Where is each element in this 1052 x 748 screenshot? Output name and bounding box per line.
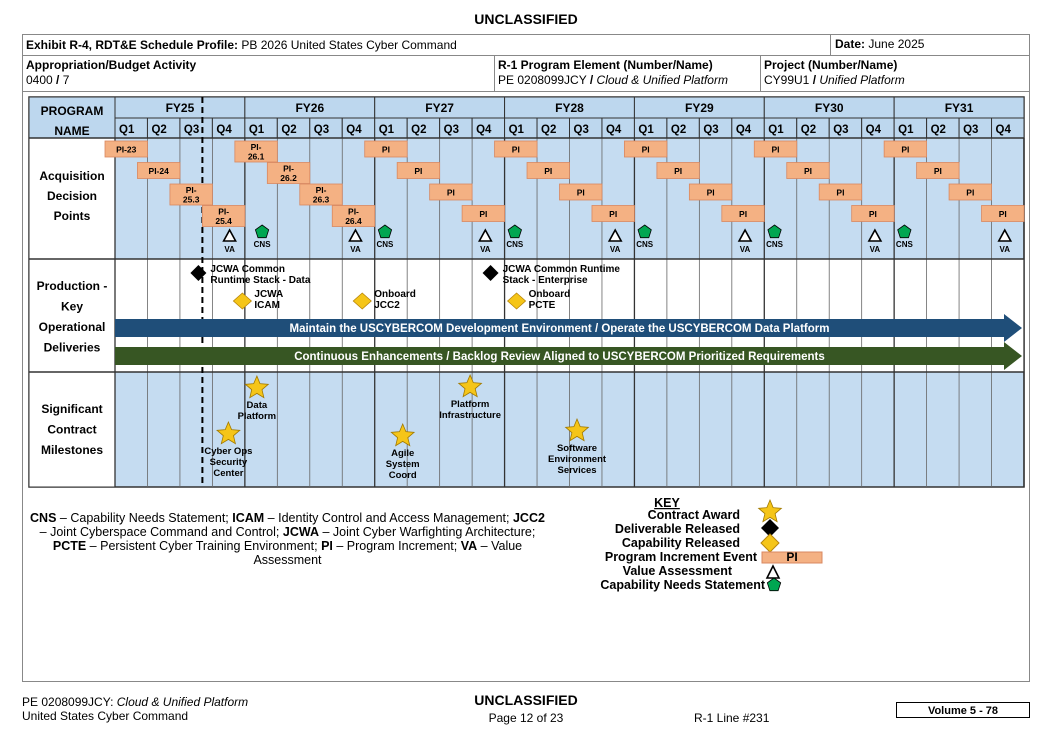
quarter-label: Q3 — [183, 124, 200, 136]
quarter-label: Q1 — [378, 124, 395, 136]
abbr-definition: Identity Control and Access Management; — [278, 511, 510, 525]
abbr-term: JCWA — [282, 525, 319, 539]
row-label-milestones: Significant — [41, 402, 103, 416]
pi-event-label: PI- — [218, 206, 230, 217]
key-item-label: Value Assessment — [622, 564, 732, 578]
pi-event-label: PI — [414, 166, 423, 176]
abbr-term: CNS — [30, 511, 57, 525]
r1-label: R-1 Program Element (Number/Name) — [498, 58, 713, 72]
contract-award-label: Agile — [391, 448, 415, 459]
appropriation-value-b: 7 — [62, 73, 70, 87]
pi-event-label: PI — [966, 187, 975, 198]
deliverable-label: Stack - Enterprise — [502, 275, 588, 286]
abbr-term: PI — [321, 539, 333, 553]
pi-event-label: PI- — [348, 206, 359, 217]
quarter-label: Q4 — [476, 124, 492, 136]
row-label-milestones: Milestones — [40, 443, 104, 457]
pi-event-label: PI — [771, 144, 780, 155]
exhibit-value: PB 2026 United States Cyber Command — [241, 38, 457, 52]
pi-event-label: PI — [511, 144, 520, 155]
pi-event-label: PI-24 — [148, 166, 169, 176]
va-label: VA — [350, 245, 361, 254]
pi-event-label: PI — [998, 209, 1007, 219]
corner-label: NAME — [54, 124, 90, 138]
pi-event-label: 26.2 — [280, 173, 297, 183]
pi-event-label: 26.1 — [247, 151, 265, 162]
r1-number: PE 0208099JCY — [498, 73, 587, 87]
row-label-production: Deliveries — [43, 340, 101, 355]
quarter-label: Q2 — [541, 124, 557, 136]
yellow-diamond-icon — [761, 534, 779, 552]
quarter-label: Q2 — [411, 124, 427, 136]
pi-event-label: PI — [576, 187, 585, 198]
key-item-label: Program Increment Event — [604, 550, 757, 564]
capability-label: Onboard — [374, 289, 416, 300]
quarter-label: Q3 — [573, 124, 589, 136]
deliverable-label: JCWA Common — [210, 264, 286, 275]
quarter-label: Q4 — [216, 124, 232, 136]
contract-award-label: Coord — [388, 470, 417, 481]
va-label: VA — [739, 245, 751, 254]
row-label-acquisition: Points — [53, 209, 91, 223]
quarter-label: Q1 — [768, 124, 784, 136]
contract-award-label: Infrastructure — [439, 410, 501, 421]
abbr-term: PCTE — [52, 539, 87, 553]
project-name: Unified Platform — [819, 73, 905, 87]
key-item-label: Deliverable Released — [614, 522, 740, 536]
quarter-label: Q2 — [800, 124, 817, 136]
contract-award-label: Platform — [237, 411, 277, 422]
quarter-label: Q4 — [735, 124, 752, 136]
key-item-label: Contract Award — [647, 508, 740, 522]
pi-event-label: PI- — [283, 163, 294, 174]
abbr-term: VA — [460, 539, 478, 553]
star-icon — [759, 500, 782, 522]
arrow-label: Maintain the USCYBERCOM Development Environment / Operate the USCYBERCOM Data Platform — [289, 323, 830, 335]
abbr-definition: Program Increment; — [346, 539, 458, 553]
row-label-production: Key — [60, 299, 84, 314]
fy-label: FY26 — [295, 101, 325, 115]
quarter-label: Q1 — [248, 124, 265, 136]
pi-event-label: PI- — [185, 185, 197, 195]
contract-award-label: Platform — [450, 399, 490, 410]
quarter-label: Q4 — [346, 124, 362, 136]
fy-label: FY31 — [944, 101, 974, 115]
abbr-definition: Persistent Cyber Training Environment; — [100, 539, 318, 553]
footer-pe-name: Cloud & Unified Platform — [116, 695, 249, 709]
quarter-label: Q3 — [833, 124, 849, 136]
footer-classification: UNCLASSIFIED — [474, 692, 578, 708]
pi-event-label: PI — [479, 209, 488, 219]
fy-label: FY27 — [425, 101, 454, 115]
pi-event-label: 25.3 — [182, 194, 200, 205]
row-label-acquisition: Acquisition — [39, 169, 105, 183]
quarter-label: Q3 — [703, 124, 719, 136]
footer-pe-number: PE 0208099JCY: — [22, 695, 114, 709]
project-label: Project (Number/Name) — [764, 58, 898, 72]
contract-award-label: Services — [557, 465, 597, 476]
capability-label: ICAM — [254, 300, 280, 311]
contract-award-label: Cyber Ops — [204, 446, 253, 457]
deliverable-label: Runtime Stack - Data — [210, 275, 311, 286]
quarter-label: Q1 — [638, 124, 654, 136]
deliverable-label: JCWA Common Runtime — [502, 264, 620, 275]
va-label: VA — [224, 245, 235, 254]
cns-label: CNS — [376, 240, 394, 249]
pi-event-label: 26.4 — [345, 216, 362, 226]
cns-label: CNS — [766, 240, 783, 249]
pi-box-label: PI — [786, 550, 798, 564]
quarter-label: Q4 — [605, 124, 622, 136]
capability-label: JCC2 — [374, 300, 400, 311]
footer-volume: Volume 5 - 78 — [896, 702, 1030, 718]
capability-label: PCTE — [528, 300, 556, 311]
footer-page: Page 12 of 23 — [488, 711, 564, 725]
fy-label: FY29 — [685, 101, 714, 115]
cns-label: CNS — [506, 240, 524, 249]
appropriation-label: Appropriation/Budget Activity — [26, 58, 197, 72]
va-label: VA — [480, 245, 491, 254]
pi-event-label: PI — [381, 144, 390, 155]
appropriation-sep: / — [56, 73, 60, 87]
contract-award-label: System — [385, 459, 420, 470]
exhibit-label: Exhibit R-4, RDT&E Schedule Profile: — [26, 38, 239, 52]
contract-award-label: Environment — [548, 454, 607, 465]
pi-event-label: PI — [803, 166, 812, 176]
cns-label: CNS — [895, 240, 913, 249]
contract-award-label: Center — [213, 468, 244, 479]
footer-r1-line: R-1 Line #231 — [694, 711, 770, 725]
row-label-milestones: Contract — [47, 422, 97, 437]
va-label: VA — [999, 245, 1011, 254]
pi-event-label: PI — [641, 144, 650, 155]
abbr-definition: Joint Cyber Warfighting Architecture; — [332, 525, 536, 539]
quarter-label: Q3 — [963, 124, 979, 136]
abbr-definition: Joint Cyberspace Command and Control; — [50, 525, 280, 539]
quarter-label: Q4 — [995, 124, 1011, 136]
quarter-label: Q1 — [898, 124, 914, 136]
fy-label: FY28 — [555, 101, 584, 115]
date-label: Date: — [835, 37, 866, 51]
pi-event-label: PI — [609, 209, 618, 219]
quarter-label: Q2 — [930, 124, 946, 136]
pi-event-label: 26.3 — [312, 194, 330, 205]
pi-event-label: PI — [544, 166, 553, 176]
project-sep: / — [812, 73, 817, 87]
contract-award-label: Software — [556, 443, 598, 454]
quarter-label: Q2 — [670, 124, 687, 136]
row-label-production: Operational — [38, 320, 106, 334]
date-value: June 2025 — [868, 37, 925, 51]
quarter-label: Q1 — [119, 124, 135, 136]
contract-award-label: Data — [246, 400, 268, 411]
pi-event-label: PI — [706, 187, 715, 198]
pi-event-label: PI- — [315, 185, 327, 195]
triangle-icon — [767, 566, 779, 578]
key-item-label: Capability Released — [621, 536, 740, 550]
va-label: VA — [869, 245, 881, 254]
pi-event-label: PI- — [250, 142, 262, 152]
contract-award-label: Security — [209, 457, 248, 468]
cns-label: CNS — [253, 240, 271, 249]
pi-event-label: PI — [868, 209, 877, 219]
appropriation-value-a: 0400 — [26, 73, 53, 87]
r1-name: Cloud & Unified Platform — [596, 73, 728, 87]
quarter-label: Q4 — [865, 124, 882, 136]
corner-label: PROGRAM — [40, 104, 104, 118]
pentagon-icon — [767, 578, 780, 591]
quarter-label: Q1 — [508, 124, 524, 136]
pi-event-label: PI-23 — [116, 144, 137, 155]
pi-event-label: PI — [901, 144, 910, 155]
pi-event-label: PI — [446, 187, 455, 198]
quarter-label: Q2 — [151, 124, 167, 136]
key-item-label: Capability Needs Statement — [600, 578, 765, 592]
cns-label: CNS — [636, 240, 654, 249]
classification-banner: UNCLASSIFIED — [474, 11, 578, 27]
pi-event-label: PI — [836, 187, 845, 198]
pi-event-label: 25.4 — [215, 216, 232, 226]
quarter-label: Q3 — [313, 124, 330, 136]
abbr-term: ICAM — [232, 511, 265, 525]
pi-event-label: PI — [933, 166, 942, 176]
row-label-production: Production - — [36, 279, 108, 293]
abbr-term: JCC2 — [512, 511, 545, 525]
fy-label: FY25 — [165, 101, 195, 115]
row-label-cell — [29, 259, 115, 372]
footer-org: United States Cyber Command — [22, 709, 189, 723]
va-label: VA — [609, 245, 621, 254]
r1-sep: / — [589, 73, 594, 87]
row-label-acquisition: Decision — [46, 189, 98, 203]
capability-label: Onboard — [528, 289, 571, 300]
abbr-definition: Capability Needs Statement; — [70, 511, 229, 525]
pi-event-label: PI — [739, 209, 748, 219]
abbreviation-legend: CNS – Capability Needs Statement; ICAM – Identity Control and Access Management; JCC2 – Joint Cyberspace Command and Control; JCWA – Joint Cyber Warfighting Architecture; PCTE – Persistent Cyber Training Environment; PI – Program Increment; VA – Value Assessment — [30, 511, 545, 567]
project-number: CY99U1 — [764, 73, 810, 87]
key-title: KEY — [654, 496, 680, 510]
quarter-label: Q3 — [443, 124, 459, 136]
pi-event-label: PI — [674, 166, 683, 176]
abbr-definition: Value Assessment — [253, 539, 523, 567]
fy-label: FY30 — [814, 101, 844, 115]
footer-left — [22, 695, 248, 723]
arrow-label: Continuous Enhancements / Backlog Review Aligned to USCYBERCOM Prioritized Requirements — [294, 351, 825, 363]
capability-label: JCWA — [254, 289, 284, 300]
quarter-label: Q2 — [281, 124, 297, 136]
